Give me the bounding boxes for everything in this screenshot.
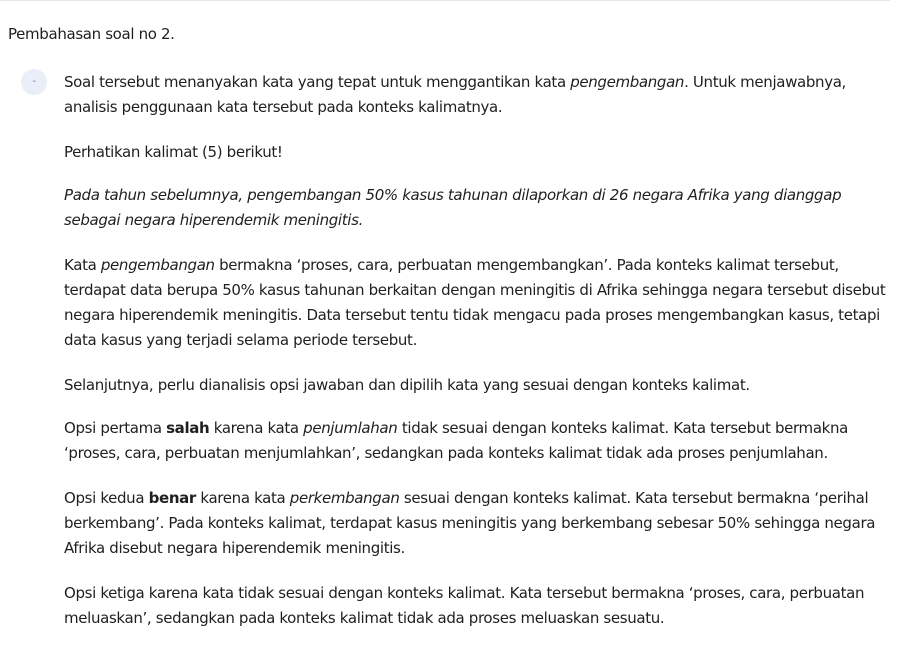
page-heading: Pembahasan soal no 2. <box>8 25 175 43</box>
top-divider <box>0 0 890 1</box>
intro-term: pengembangan <box>570 73 685 91</box>
option-two-text-b: karena kata <box>195 489 290 507</box>
option-one-text-b: karena kata <box>209 419 304 437</box>
meaning-term: pengembangan <box>100 256 215 274</box>
option-one-term: penjumlahan <box>303 419 398 437</box>
meaning-paragraph <box>64 253 890 353</box>
instruction-paragraph: Perhatikan kalimat (5) berikut! <box>64 143 283 161</box>
intro-text-b: . Untuk menjawabnya, analisis penggunaan kata tersebut pada konteks kalimatnya. <box>64 73 846 116</box>
quoted-sentence <box>64 183 890 233</box>
quoted-sentence-text: Pada tahun sebelumnya, pengembangan 50% kasus tahunan dilaporkan di 26 negara Afrika yang dianggap sebagai negara hiperendemik meningitis. <box>64 186 842 229</box>
bullet-marker <box>21 69 47 95</box>
explanation-body <box>64 70 890 651</box>
option-two-text-a: Opsi kedua <box>64 489 149 507</box>
option-two-paragraph <box>64 486 890 561</box>
option-one-paragraph <box>64 416 890 466</box>
meaning-text-a: Kata <box>64 256 101 274</box>
analysis-paragraph: Selanjutnya, perlu dianalisis opsi jawaban dan dipilih kata yang sesuai dengan konteks kalimat. <box>64 376 750 394</box>
option-one-text-c: tidak sesuai dengan konteks kalimat. Kata tersebut bermakna ‘proses, cara, perbuatan menjumlahkan’, sedangkan pada konteks kalimat tidak ada proses penjumlahan. <box>64 419 848 462</box>
option-two-verdict: benar <box>148 489 196 507</box>
option-two-term: perkembangan <box>289 489 400 507</box>
bullet-dash: - <box>32 76 36 87</box>
intro-text-a: Soal tersebut menanyakan kata yang tepat untuk menggantikan kata <box>64 73 571 91</box>
intro-paragraph <box>64 70 890 120</box>
meaning-text-b: bermakna ‘proses, cara, perbuatan mengembangkan’. Pada konteks kalimat tersebut, terdapat data berupa 50% kasus tahunan berkaitan dengan meningitis di Afrika sehingga negara tersebut disebut negara hiperendemik meningitis. Data tersebut tentu tidak mengacu pada proses mengembangkan kasus, tetapi data kasus yang terjadi selama periode tersebut. <box>64 256 886 349</box>
option-two-text-c: sesuai dengan konteks kalimat. Kata tersebut bermakna ‘perihal berkembang’. Pada konteks kalimat, terdapat kasus meningitis yang berkembang sebesar 50% sehingga negara Afrika disebut negara hiperendemik meningitis. <box>64 489 876 557</box>
option-one-verdict: salah <box>166 419 210 437</box>
option-three-paragraph: Opsi ketiga karena kata tidak sesuai dengan konteks kalimat. Kata tersebut bermakna ‘proses, cara, perbuatan meluaskan’, sedangkan pada konteks kalimat tidak ada proses meluaskan sesuatu. <box>64 584 865 627</box>
option-one-text-a: Opsi pertama <box>64 419 167 437</box>
